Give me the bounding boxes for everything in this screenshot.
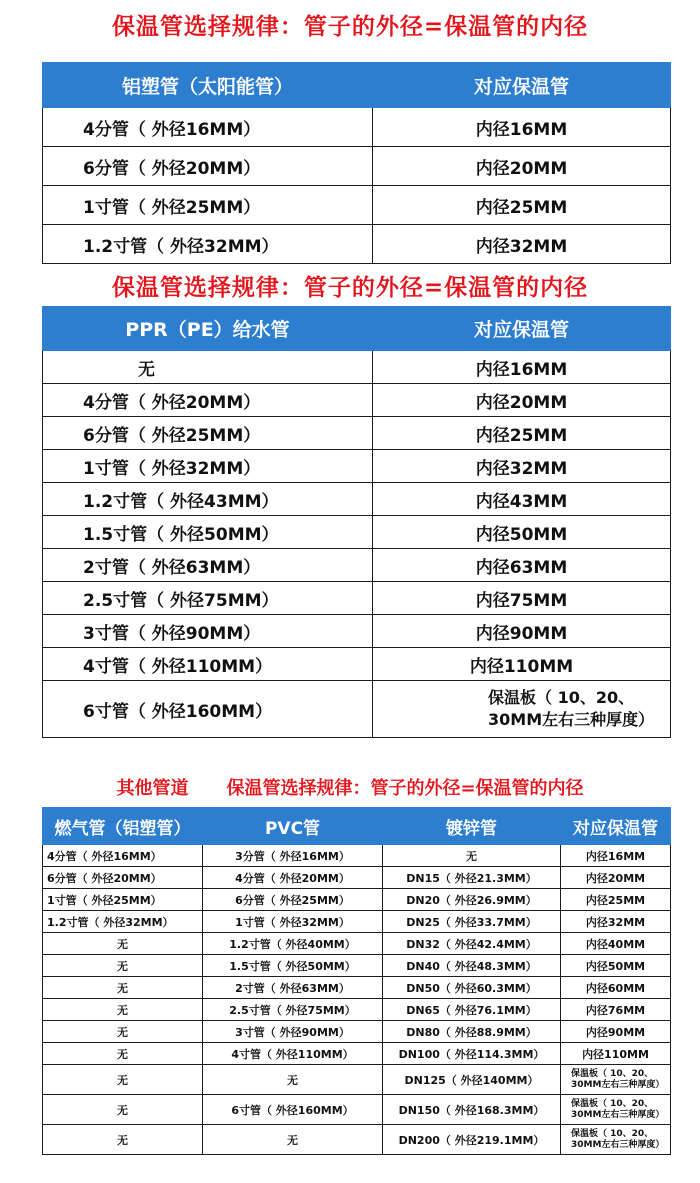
pipe-cell: 6寸管（ 外径160MM） <box>43 681 373 738</box>
table-row <box>43 867 671 889</box>
insulation-cell: 内径90MM <box>561 1021 671 1043</box>
insulation-cell: 内径75MM <box>373 582 671 615</box>
gas-pipe-cell: 无 <box>43 1065 203 1095</box>
insulation-cell: 内径16MM <box>373 351 671 384</box>
insulation-cell: 内径76MM <box>561 999 671 1021</box>
table-row <box>43 933 671 955</box>
table-row <box>43 186 671 225</box>
galvanized-pipe-cell: DN150（ 外径168.3MM） <box>383 1095 561 1125</box>
table-row <box>43 1065 671 1095</box>
insulation-note-line: 保温板（ 10、20、 <box>571 1128 654 1139</box>
insulation-cell <box>561 1065 671 1095</box>
gas-pipe-cell: 无 <box>43 1021 203 1043</box>
table-row <box>43 955 671 977</box>
insulation-cell: 内径16MM <box>373 108 671 147</box>
insulation-cell: 内径43MM <box>373 483 671 516</box>
table-row <box>43 108 671 147</box>
insulation-note-line: 30MM左右三种厚度） <box>571 1079 665 1090</box>
gas-pipe-cell: 1.2寸管（ 外径32MM） <box>43 911 203 933</box>
insulation-cell: 内径25MM <box>373 186 671 225</box>
section2-title: 保温管选择规律：管子的外径=保温管的内径 <box>111 275 589 301</box>
table-row <box>43 1095 671 1125</box>
insulation-cell: 内径25MM <box>373 417 671 450</box>
insulation-note-line: 保温板（ 10、20、 <box>571 1098 654 1109</box>
insulation-cell: 内径32MM <box>373 450 671 483</box>
insulation-cell <box>561 1125 671 1155</box>
section1-title: 保温管选择规律：管子的外径=保温管的内径 <box>111 14 589 40</box>
pvc-pipe-cell: 1.2寸管（ 外径40MM） <box>203 933 383 955</box>
section3-title-right: 保温管选择规律：管子的外径=保温管的内径 <box>226 778 584 799</box>
galvanized-pipe-cell: DN20（ 外径26.9MM） <box>383 889 561 911</box>
table-row <box>43 1043 671 1065</box>
pvc-pipe-cell: 3寸管（ 外径90MM） <box>203 1021 383 1043</box>
galvanized-pipe-cell: DN25（ 外径33.7MM） <box>383 911 561 933</box>
insulation-cell: 内径40MM <box>561 933 671 955</box>
table-row <box>43 648 671 681</box>
galvanized-pipe-cell: DN125（ 外径140MM） <box>383 1065 561 1095</box>
table-row <box>43 1021 671 1043</box>
pipe-cell: 4分管（ 外径16MM） <box>43 108 373 147</box>
other-pipes-table <box>42 807 671 1155</box>
insulation-cell: 内径20MM <box>373 384 671 417</box>
table-header-row <box>43 63 671 108</box>
insulation-note-line: 30MM左右三种厚度） <box>571 1139 665 1150</box>
insulation-cell: 内径32MM <box>373 225 671 264</box>
pvc-pipe-cell: 无 <box>203 1125 383 1155</box>
insulation-note-line: 30MM左右三种厚度） <box>571 1109 665 1120</box>
gas-pipe-cell: 无 <box>43 955 203 977</box>
pvc-pipe-cell: 1寸管（ 外径32MM） <box>203 911 383 933</box>
insulation-cell: 内径110MM <box>373 648 671 681</box>
pipe-cell: 1寸管（ 外径25MM） <box>43 186 373 225</box>
pipe-cell: 1.2寸管（ 外径43MM） <box>43 483 373 516</box>
column-header: 对应保温管 <box>373 63 671 108</box>
insulation-cell <box>561 1095 671 1125</box>
gas-pipe-cell: 无 <box>43 999 203 1021</box>
gas-pipe-cell: 4分管（ 外径16MM） <box>43 845 203 867</box>
table-row <box>43 1125 671 1155</box>
insulation-note-line: 保温板（ 10、20、 <box>571 1068 654 1079</box>
pipe-cell: 1.2寸管（ 外径32MM） <box>43 225 373 264</box>
insulation-cell: 内径110MM <box>561 1043 671 1065</box>
pvc-pipe-cell: 3分管（ 外径16MM） <box>203 845 383 867</box>
pipe-cell: 3寸管（ 外径90MM） <box>43 615 373 648</box>
section3-title-left: 其他管道 <box>116 778 189 799</box>
table-row <box>43 225 671 264</box>
pvc-pipe-cell: 6分管（ 外径25MM） <box>203 889 383 911</box>
galvanized-pipe-cell: DN40（ 外径48.3MM） <box>383 955 561 977</box>
galvanized-pipe-cell: DN200（ 外径219.1MM） <box>383 1125 561 1155</box>
pvc-pipe-cell: 4分管（ 外径20MM） <box>203 867 383 889</box>
insulation-cell: 内径50MM <box>561 955 671 977</box>
pvc-pipe-cell: 1.5寸管（ 外径50MM） <box>203 955 383 977</box>
gas-pipe-cell: 无 <box>43 933 203 955</box>
galvanized-pipe-cell: DN50（ 外径60.3MM） <box>383 977 561 999</box>
column-header: PVC管 <box>203 808 383 845</box>
table-row <box>43 582 671 615</box>
gas-pipe-cell: 无 <box>43 977 203 999</box>
pvc-pipe-cell: 2.5寸管（ 外径75MM） <box>203 999 383 1021</box>
pvc-pipe-cell: 4寸管（ 外径110MM） <box>203 1043 383 1065</box>
galvanized-pipe-cell: 无 <box>383 845 561 867</box>
insulation-cell: 内径90MM <box>373 615 671 648</box>
pvc-pipe-cell: 6寸管（ 外径160MM） <box>203 1095 383 1125</box>
insulation-cell: 内径20MM <box>373 147 671 186</box>
insulation-cell: 内径50MM <box>373 516 671 549</box>
gas-pipe-cell: 无 <box>43 1125 203 1155</box>
gas-pipe-cell: 无 <box>43 1043 203 1065</box>
insulation-note-line: 保温板（ 10、20、 <box>488 688 635 707</box>
section3-title <box>0 774 700 800</box>
insulation-cell: 内径25MM <box>561 889 671 911</box>
table-row <box>43 450 671 483</box>
column-header: 对应保温管 <box>373 307 671 351</box>
column-header: 对应保温管 <box>561 808 671 845</box>
ppr-table <box>42 306 671 738</box>
pvc-pipe-cell: 2寸管（ 外径63MM） <box>203 977 383 999</box>
galvanized-pipe-cell: DN65（ 外径76.1MM） <box>383 999 561 1021</box>
pipe-cell: 6分管（ 外径20MM） <box>43 147 373 186</box>
galvanized-pipe-cell: DN100（ 外径114.3MM） <box>383 1043 561 1065</box>
pipe-cell: 6分管（ 外径25MM） <box>43 417 373 450</box>
column-header: 燃气管（铝塑管） <box>43 808 203 845</box>
table-row <box>43 911 671 933</box>
insulation-cell: 内径32MM <box>561 911 671 933</box>
pipe-cell: 1寸管（ 外径32MM） <box>43 450 373 483</box>
insulation-cell <box>373 681 671 738</box>
table-header-row <box>43 808 671 845</box>
gas-pipe-cell: 无 <box>43 1095 203 1125</box>
table-header-row <box>43 307 671 351</box>
pipe-cell: 4分管（ 外径20MM） <box>43 384 373 417</box>
pipe-cell: 1.5寸管（ 外径50MM） <box>43 516 373 549</box>
table-row <box>43 516 671 549</box>
table-row <box>43 417 671 450</box>
table-row <box>43 483 671 516</box>
insulation-cell: 内径60MM <box>561 977 671 999</box>
pipe-cell: 4寸管（ 外径110MM） <box>43 648 373 681</box>
pvc-pipe-cell: 无 <box>203 1065 383 1095</box>
aluminum-plastic-table <box>42 62 671 264</box>
gas-pipe-cell: 1寸管（ 外径25MM） <box>43 889 203 911</box>
table-row <box>43 351 671 384</box>
column-header: 铝塑管（太阳能管） <box>43 63 373 108</box>
pipe-cell: 无 <box>43 351 373 384</box>
galvanized-pipe-cell: DN80（ 外径88.9MM） <box>383 1021 561 1043</box>
table-row <box>43 977 671 999</box>
insulation-note-line: 30MM左右三种厚度） <box>488 710 655 729</box>
table-row <box>43 681 671 738</box>
table-row <box>43 384 671 417</box>
column-header: PPR（PE）给水管 <box>43 307 373 351</box>
insulation-cell: 内径20MM <box>561 867 671 889</box>
column-header: 镀锌管 <box>383 808 561 845</box>
pipe-cell: 2.5寸管（ 外径75MM） <box>43 582 373 615</box>
insulation-cell: 内径63MM <box>373 549 671 582</box>
insulation-cell: 内径16MM <box>561 845 671 867</box>
gas-pipe-cell: 6分管（ 外径20MM） <box>43 867 203 889</box>
pipe-cell: 2寸管（ 外径63MM） <box>43 549 373 582</box>
table-row <box>43 147 671 186</box>
table-row <box>43 615 671 648</box>
table-row <box>43 549 671 582</box>
table-row <box>43 889 671 911</box>
table-row <box>43 999 671 1021</box>
galvanized-pipe-cell: DN32（ 外径42.4MM） <box>383 933 561 955</box>
galvanized-pipe-cell: DN15（ 外径21.3MM） <box>383 867 561 889</box>
table-row <box>43 845 671 867</box>
